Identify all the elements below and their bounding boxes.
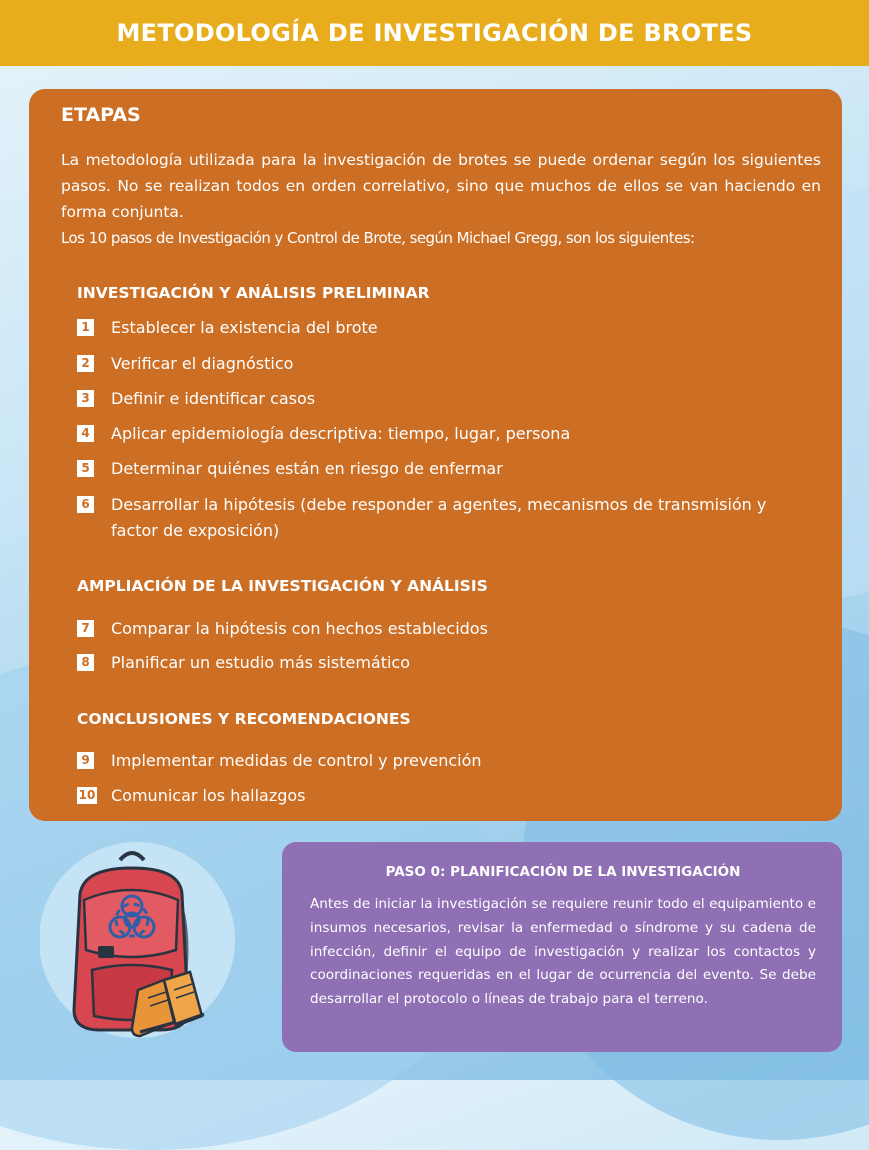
step-item [77,386,817,412]
paso0-title: PASO 0: PLANIFICACIÓN DE LA INVESTIGACIÓN [385,864,741,880]
step-text: Establecer la existencia del brote [111,318,378,337]
step-text: Planificar un estudio más sistemático [111,653,411,672]
etapas-panel [29,89,842,821]
step-number: 4 [77,425,94,442]
step-number: 9 [77,752,94,769]
intro-text [61,147,821,251]
step-number: 7 [77,620,94,637]
section-title-conclusiones: CONCLUSIONES Y RECOMENDACIONES [77,710,411,728]
step-number: 2 [77,355,94,372]
step-item [77,650,817,676]
step-number: 3 [77,390,94,407]
step-text: Desarrollar la hipótesis (debe responder a agentes, mecanismos de transmisión y factor de exposición) [111,495,767,540]
step-item [77,456,817,482]
step-text: Determinar quiénes están en riesgo de enfermar [111,459,503,478]
step-number: 6 [77,496,94,513]
step-text: Comunicar los hallazgos [111,786,306,805]
step-text: Aplicar epidemiología descriptiva: tiempo, lugar, persona [111,424,571,443]
step-number: 5 [77,460,94,477]
step-text: Implementar medidas de control y prevención [111,751,482,770]
paso0-text: Antes de iniciar la investigación se requiere reunir todo el equipamiento e insumos necesarios, revisar la enfermedad o síndrome y su cadena de infección, definir el equipo de investigación y realizar los contactos y coordinaciones requeridas en el lugar de ocurrencia del evento. Se debe desarrollar el protocolo o líneas de trabajo para el terreno. [310,896,816,1008]
step-item [77,351,817,377]
section-title-preliminar: INVESTIGACIÓN Y ANÁLISIS PRELIMINAR [77,284,430,302]
step-number: 8 [77,654,94,671]
intro-paragraph: La metodología utilizada para la investigación de brotes se puede ordenar según los siguientes pasos. No se realizan todos en orden correlativo, sino que muchos de ellos se van haciendo en forma conjunta. [61,151,821,221]
step-text: Comparar la hipótesis con hechos establecidos [111,619,488,638]
backpack-icon [40,840,240,1060]
page-title: METODOLOGÍA DE INVESTIGACIÓN DE BROTES [116,19,753,47]
section-title-ampliacion: AMPLIACIÓN DE LA INVESTIGACIÓN Y ANÁLISIS [77,577,488,595]
step-item [77,421,817,447]
step-text: Definir e identificar casos [111,389,316,408]
step-number: 1 [77,319,94,336]
step-item [77,616,817,642]
page-header [0,0,869,66]
step-item [77,315,817,341]
paso0-panel [282,842,842,1052]
step-number: 10 [78,788,96,802]
step-item [77,748,817,774]
etapas-title: ETAPAS [61,104,141,126]
step-text: Verificar el diagnóstico [111,354,294,373]
step-item [77,492,817,544]
step-item [77,783,817,809]
intro-gregg-line: Los 10 pasos de Investigación y Control de Brote, según Michael Gregg, son los siguientes: [61,229,695,247]
